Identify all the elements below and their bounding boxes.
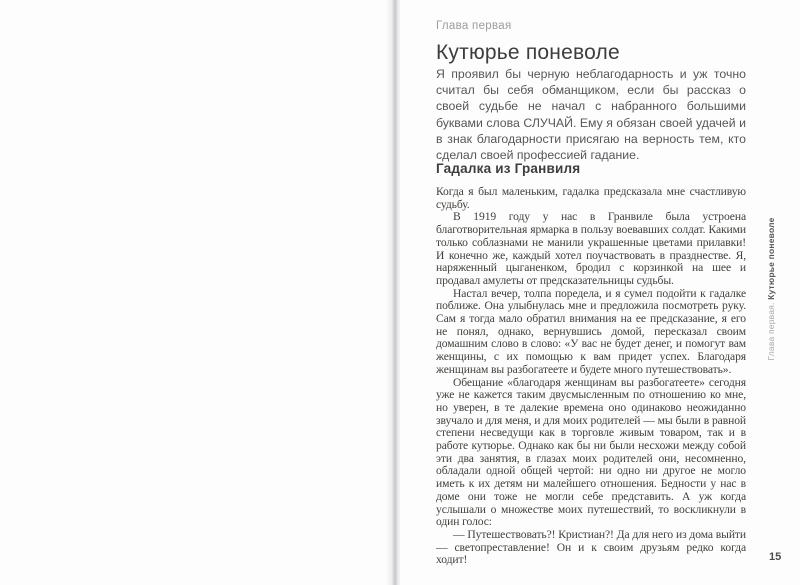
page-number: 15 — [769, 551, 782, 563]
intro-paragraph: Я проявил бы черную неблагодарность и уж точно считал бы себя обманщиком, если бы рассказ о своей судьбе не начал с набранного большими буквами слова СЛУЧАЙ. Ему я обязан своей удачей и в знак благодарности присягаю на верность тем, кто сделал своей профессией гадание. — [436, 67, 746, 163]
section-heading: Гадалка из Гранвиля — [436, 161, 581, 176]
paragraph: Обещание «благодаря женщинам вы разбогатеете» сегодня уже не кажется таким двусмысленным по отношению ко мне, но уверен, в те далекие времена оно одинаково неожиданно звучало и для меня, и для моих родителей — мы были в равной степени несведущи как в торговле живым товаром, так и в работе кутюрье. Однако как бы ни были несхожи между собой эти два занятия, в глазах моих родителей они, несомненно, обладали одной общей чертой: ни одно ни другое не могло иметь к их детям ни малейшего отношения. Бедности у нас в доме они тоже не могли себе представить. А уж когда услышали о множестве моих путешествий, то воскликнули в один голос: — [436, 375, 746, 529]
paragraph: В 1919 году у нас в Гранвиле была устроена благотворительная ярмарка в пользу воевавших солдат. Какими только соблазнами не манили украшенные цветами прилавки! И конечно же, каждый хотел поучаствовать в празднестве. Я, наряженный цыганенком, бродил с корзинкой на шее и продавал амулеты от предсказательницы судьбы. — [436, 210, 746, 287]
paragraph: — Путешествовать?! Кристиан?! Да для него из дома выйти — светопреставление! Он и к своим друзьям редко когда ходит! — [436, 527, 746, 567]
paragraph: Когда я был маленьким, гадалка предсказала мне счастливую судьбу. — [436, 185, 746, 211]
running-head-title: Кутюрье поневоле — [766, 217, 776, 300]
left-page-blank — [0, 0, 392, 585]
body-text — [436, 186, 746, 567]
running-head — [766, 217, 776, 360]
chapter-title: Кутюрье поневоле — [436, 41, 620, 64]
running-head-chapter: Глава первая. — [766, 299, 776, 361]
paragraph: Настал вечер, толпа поредела, и я сумел подойти к гадалке поближе. Она улыбнулась мне и предложила посмотреть руку. Сам я тогда мало обратил внимания на ее предсказание, я его не понял, однако, вернувшись домой, пересказал своим домашним слово в слово: «У вас не будет денег, и помогут вам женщины, с их помощью к вам придет успех. Благодаря женщинам вы разбогатеете и будете много путешествовать». — [436, 286, 746, 376]
chapter-kicker: Глава первая — [436, 20, 512, 32]
